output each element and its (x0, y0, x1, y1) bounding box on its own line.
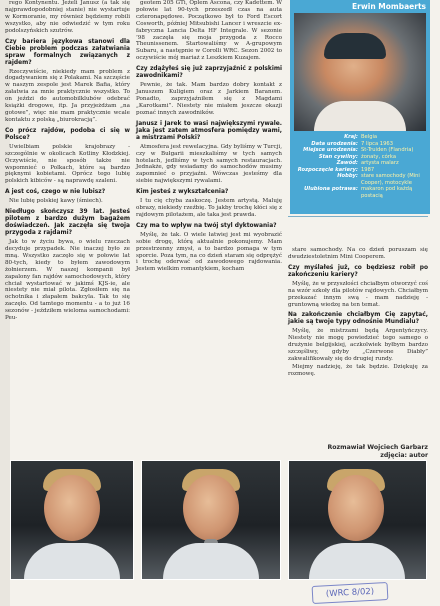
article-column-1 (5, 0, 130, 323)
fact-value: 7 lipca 1963 (361, 140, 394, 147)
fact-value: makaron pod każdą postacią (361, 186, 413, 199)
interview-question: Co prócz rajdów, podoba ci się w Polsce? (5, 127, 130, 141)
portrait-photo (294, 13, 426, 131)
fact-value: Belgia (361, 134, 378, 140)
interview-answer: Uwielbiam polskie krajobrazy - szczególnie w okolicach Kotliny Kłodzkiej. Oczywiście, nie sposób także nie wspomnieć o Polkach, które są bardzo pięknymi kobietami. Oprócz tego lubię polskich kibiców - są naprawdę szaleni. (5, 143, 130, 185)
interview-question: Kim jesteś z wykształcenia? (136, 189, 229, 196)
face-shape (44, 475, 100, 541)
profile-infobox (290, 0, 430, 214)
fact-label: Ulubiona potrawa: (304, 186, 358, 192)
interview-answer: Miejmy nadzieję, że tak będzie. Dziękuję za rozmowę. (288, 363, 428, 377)
interview-answer: I tu cię chyba zaskoczę. Jestem artystą. Maluję obrazy, niekiedy rzeźbię. To jakby trochę kłóci się z rajdowym pilotażem, ale taka jest prawda. (136, 198, 282, 218)
interview-photo-1 (10, 460, 134, 580)
fact-value: stare samochody (Mini Cooper), motocykle (361, 173, 420, 186)
fact-label: Rozpoczęcie kariery: (297, 166, 358, 173)
body-shape (24, 543, 120, 579)
interview-photo-3 (288, 460, 427, 580)
byline (290, 444, 428, 459)
interview-answer: Myślę, że mistrzami będą Argentyńczycy. Niestety nie mogę powiedzieć tego samego o drużynie belgijskiej, aczkolwiek byłbym bardzo szczęśliwy, gdyby „Czerwone Diabły” zakwalifikowały się do drugiej rundy. (288, 328, 428, 363)
interview-answer: Myślę, że tak. O wiele łatwiej jest mi wyobrazić sobie drogę, którą aktualnie pokonujemy. Mam przestrzenny zmysł, a to bardzo pomaga w tym sporcie. Poza tym, na co dzień staram się odprężyć i trochę oderwać od zawodowego rajdowania. Jestem wielkim romantykiem, kocham (136, 231, 282, 273)
fact-label: Hobby: (337, 173, 358, 179)
interview-question: Czy zdążyłeś się już zaprzyjaźnić z polskimi zawodnikami? (136, 66, 282, 80)
interview-question: Czy bariera językowa stanowi dla Ciebie problem podczas załatwiania spraw formalnych związanych z rajdem? (5, 38, 130, 66)
fact-label: Miejsce urodzenia: (303, 147, 358, 153)
article-column-2 (136, 0, 282, 274)
profile-name: Erwin Mombaerts (352, 2, 426, 11)
face-shape (328, 475, 384, 541)
handwritten-source-note: (WRC 8/02) (312, 582, 389, 604)
interview-question: Czy ma to wpływ na twój styl dyktowania? (136, 222, 277, 229)
fact-value: artysta malarz (361, 160, 399, 166)
fact-label: Kraj: (344, 134, 358, 140)
fact-value: 1987 (361, 166, 375, 173)
interview-answer: Rzeczywiście, niekiedy mam problem z dogadywaniem się z Polakami. Na szczęście w naszym zespole jest Marek Bafia, który załatwia za mnie praktycznie wszystko. To on jeździ do automobilklubów odebrać książki drogowe, itp. Ja przyjeżdżam „na gotowe”, więc nie mam praktycznie wcale kontaktu z polską „biurokracją”. (5, 68, 130, 123)
interview-answer: Jak to w życiu bywa, o wielu rzeczach decyduje przypadek. Nie inaczej było ze mną. Wszystko zaczęło się w połowie lat 80-tych, kiedy to byłem zawodowym żołnierzem. W naszej kompanii był zapalony fan rajdów samochodowych, który chciał wystartować w jakimś KJS-ie, ale niestety nie miał pilota. Zgłosiłem się na ochotnika i złapałem bakcyla. Tak to się zaczęło. Od tamtego momentu - a to już 16 sezonów - jeździłem wieloma samochodami: Peu- (5, 239, 130, 322)
interview-answer: Atmosfera jest rewelacyjna. Gdy byliśmy w Turcji, czy w Bułgarii mieszkaliśmy w tych samych hotelach, jedliśmy w tych samych restauracjach. Jednakże, gdy wsiadamy do samochodów musimy zapomnieć o przyjaźni. Wówczas jesteśmy dla siebie największymi rywalami. (136, 143, 282, 185)
fact-label: Zawód: (336, 160, 358, 166)
interview-answer: Myślę, że w przyszłości chciałbym otworzyć coś na wzór szkoły dla pilotów rajdowych. Chciałbym przekazać innym swą - mam nadzieję - gruntowną wiedzę na ten temat. (288, 280, 428, 308)
body-shape (163, 543, 259, 579)
interview-answer: Pewnie, że tak. Mam bardzo dobry kontakt z Januszem Kuligiem oraz z Jarkiem Baranem. Ponadto, zaprzyjaźniłem się z Magdami „Karotkami”. Niestety nie miałem jeszcze okazji poznać innych zawodników. (136, 82, 282, 116)
interview-question: Niedługo skończysz 39 lat. Jesteś pilotem z bardzo dużym bagażem doświadczeń. Jak zaczęła się twoja przygoda z rajdami? (5, 209, 130, 237)
fact-row (294, 186, 426, 199)
fact-label: Data urodzenia: (311, 140, 358, 147)
article-column-3 (288, 247, 428, 379)
interview-answer: Nie lubię polskiej kawy (śmiech). (9, 198, 103, 205)
cap-shape (324, 33, 386, 59)
shirt-shape (314, 101, 406, 131)
interview-answer: rego Kontynentu. Jeżeli Janusz (a tak się najprawdopodobniej stanie) nie wystartuje w Kormoranie, my również będziemy robili wszystko, aby nie odwiedzić w tym roku podolszyńskich szutrów. (5, 0, 130, 34)
fact-row (294, 173, 426, 186)
fact-value: żonaty, córka (361, 153, 397, 160)
face-shape (183, 475, 239, 541)
byline-interviewer: Rozmawiał Wojciech Garbarz (327, 444, 428, 451)
interview-answer: stare samochody. Na co dzień poruszam się dwudziestoletnim Mini Cooperem. (288, 247, 428, 260)
interview-question: Czy myślałeś już, co będziesz robił po zakończeniu kariery? (288, 264, 428, 278)
fact-value: St-Truiden (Flandria) (361, 147, 414, 153)
profile-facts (294, 134, 426, 199)
interview-answer: geotem 205 GTi, Oplem Ascona, czy Kadettem. W połowie lat 90-tych przeszedł czas na auta czteronapędowe. Początkowo był to Ford Escort Cosworth, później Mitsubishi Lancer i wreszcie ex-fabryczna Lancia Delta HF Integrale. W sezonie ’98 zaczęła się moja przygoda z Rocco Theunissenem. Startowaliśmy w A-grupowym Subaru, a następnie w Corolli WRC. Sezon 2002 to oczywiście mój mariaż z Leszkiem Kuzajem. (136, 0, 282, 62)
byline-photos: zdjęcia: autor (380, 451, 428, 459)
interview-question: A jest coś, czego w nie lubisz? (5, 189, 106, 196)
column-divider (288, 216, 428, 217)
fact-label: Stan cywilny: (318, 153, 358, 160)
interview-question: Na zakończenie chciałbym Cię zapytać, jakie są twoje typy odnośnie Mundialu? (288, 312, 428, 326)
body-shape (309, 543, 405, 579)
interview-photo-2 (141, 460, 281, 580)
interview-question: Janusz i Jarek to wasi największymi rywale. Jaka jest zatem atmosfera pomiędzy wami, a mistrzami Polski? (136, 120, 282, 141)
